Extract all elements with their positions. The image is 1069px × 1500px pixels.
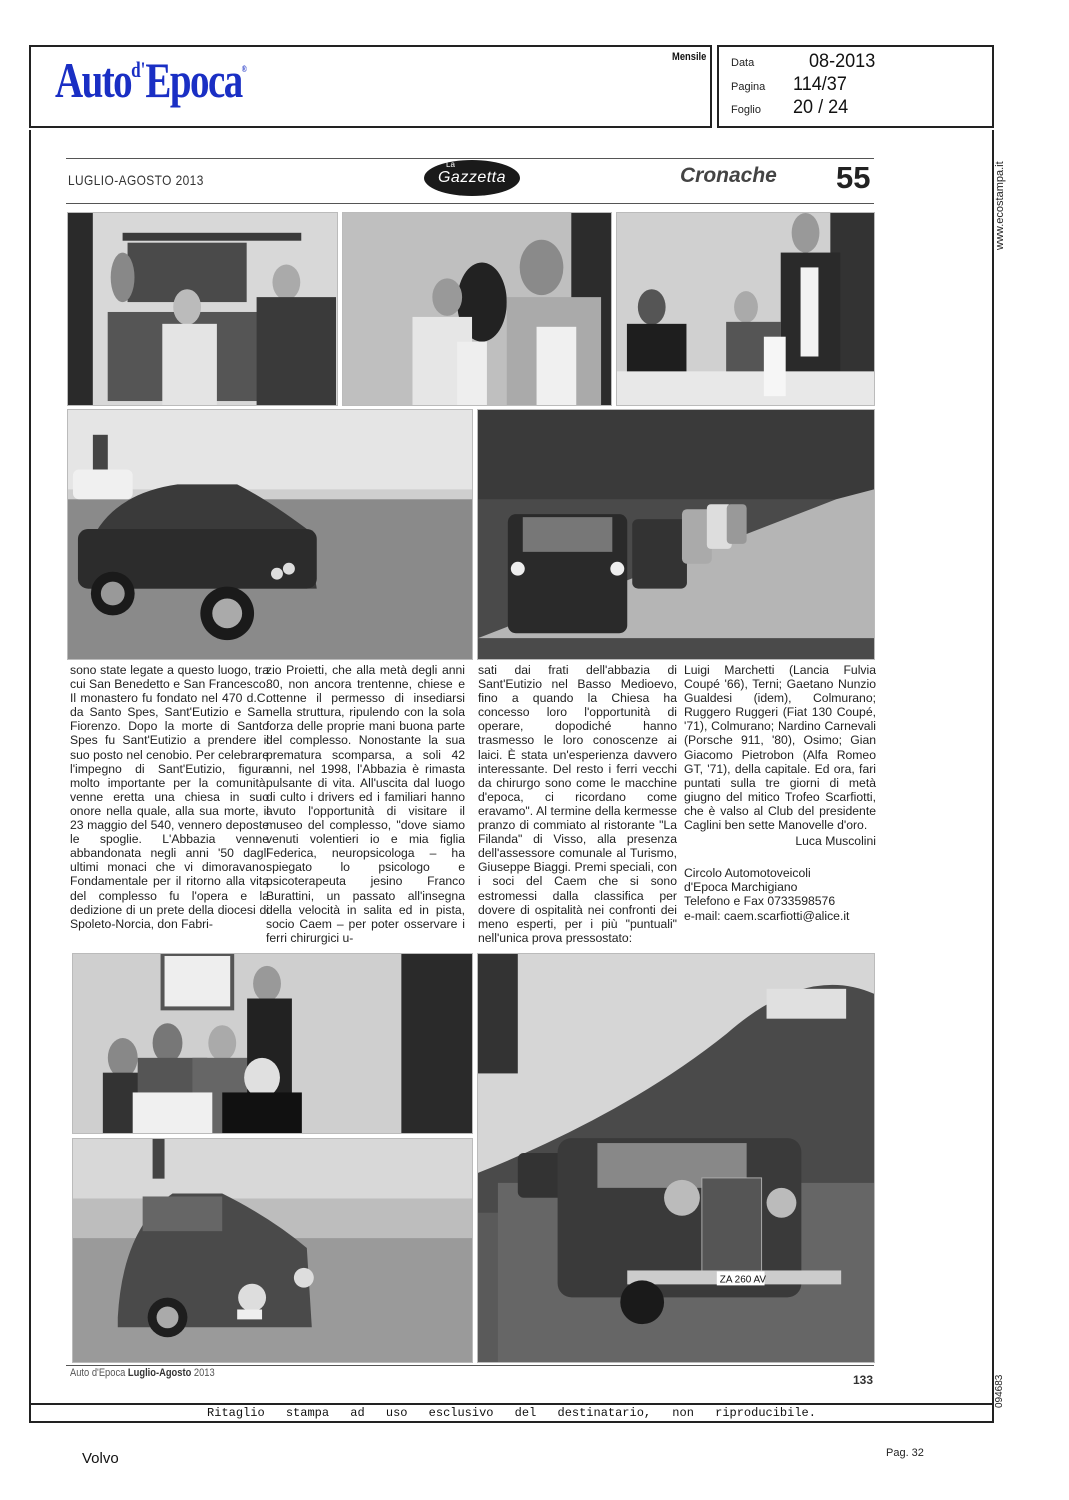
photo-coupe: [72, 1138, 473, 1363]
sheet-page-number: Pag. 32: [886, 1447, 924, 1459]
badge-small-text: La: [446, 160, 455, 169]
contact-org-line1: Circolo Automotoveicoli: [684, 866, 811, 881]
contact-block: [684, 866, 876, 922]
photo-table-award: [616, 212, 875, 406]
column-4-text: Luigi Marchetti (Lancia Fulvia Coupé '66), Terni; Gaetano Nunzio Gualdesi (idem), Colmurano; Ruggero Ruggeri (Fiat 130 Coupé, '71), Colmurano; Nardino Carnevali (Porsche 911, '80), Osimo; Gian Giacomo Pietrobon (Alfa Romeo GT, '71), della capitale. Ed ora, fari puntati sulla tre giorni di metà giugno del mitico Trofeo Scarfiotti, che è valso al Club del presidente Caglini ben sette Manovelle d'oro.: [684, 663, 876, 833]
article-column-1: [70, 663, 269, 931]
magazine-footer-page: 133: [853, 1373, 874, 1387]
badge-main-text: Gazzetta: [437, 169, 507, 186]
side-code-text: 094683: [994, 1374, 1005, 1408]
photo-mercedes: [477, 953, 875, 1363]
section-title: Cronache: [680, 164, 777, 187]
license-plate-text: ZA 260 AV: [719, 1274, 767, 1286]
meta-label-pagina: Pagina: [731, 81, 766, 93]
meta-value-pagina: 114/37: [793, 74, 847, 95]
column-3-text: sati dai frati dell'abbazia di Sant'Eutizio nel Basso Medioevo, fino a quando la Chiesa ha concesso loro l'opportunità di operare, dopodiché hanno trasmesso le loro conoscenze ai laici. È stata un'esperienza davvero interessante. Del resto i ferri vecchi da chirurgo sono come le macchine d'epoca, ci ricordano come eravamo". Al termine della kermesse pranzo di commiato al ristorante "La Filanda" di Visso, alla presenza dell'assessore comunale al Turismo, Giuseppe Biaggi. Premi speciali, con i soci del Caem che si sono estromessi dalla classifica per dovere di ospitalità nei confronti dei meno esperti, per i più "puntuali" nell'unica prova pressostato:: [478, 663, 677, 945]
issue-date: LUGLIO-AGOSTO 2013: [68, 172, 204, 188]
client-name: Volvo: [82, 1450, 119, 1467]
footer-brand: Auto d'Epoca: [70, 1367, 126, 1379]
masthead-box: [29, 45, 712, 128]
gazzetta-badge: [424, 160, 520, 196]
header-rule-bottom: [66, 203, 874, 204]
magazine-footer-rule: [66, 1365, 874, 1366]
frequency-label: Mensile: [671, 51, 706, 63]
footer-divider: [29, 1403, 994, 1405]
meta-value-data: 08-2013: [809, 51, 876, 72]
photo-trophy-bar: [67, 212, 338, 406]
publication-logo: Auto$^{d'}$Epoca®: [55, 52, 246, 108]
photo-gift-box: [342, 212, 612, 406]
photo-alfa-sedan: [67, 409, 473, 660]
contact-phone: Telefono e Fax 0733598576: [684, 894, 836, 909]
column-2-text: zio Proietti, che alla metà degli anni 80, non ancora trentenne, chiese e ottenne il permesso di insediarsi nella struttura, ripulendo con la sola forza delle proprie mani buona parte del complesso. Nonostante la sua prematura scomparsa, a soli 42 anni, nel 1998, l'Abbazia è rimasta pulsante di vita. All'uscita dal luogo di culto i drivers ed i familiari hanno avuto l'opportunità di visitare il museo del complesso, "dove siamo venuti volentieri io e mia figlia Federica, neuropsicologa – ha spiegato lo psicologo e psicoterapeuta jesino Franco Burattini, un passato all'insegna della velocità in salita ed in pista, socio Caem – per poter osservare i ferri chirurgici u-: [266, 663, 465, 945]
clipping-meta-box: [717, 45, 994, 128]
meta-value-foglio: 20 / 24: [793, 97, 849, 118]
article-column-4: [684, 663, 876, 923]
article-column-2: [266, 663, 465, 945]
magazine-footer: [70, 1367, 215, 1379]
photo-car-convoy: [477, 409, 875, 660]
header-rule-top: [66, 158, 874, 159]
side-url-text: www.ecostampa.it: [994, 161, 1006, 250]
meta-label-foglio: Foglio: [731, 104, 761, 116]
magazine-page-number: 55: [836, 160, 871, 195]
footer-year: 2013: [193, 1367, 215, 1379]
contact-email: e-mail: caem.scarfiotti@alice.it: [684, 908, 850, 923]
author-signature: Luca Muscolini: [795, 834, 876, 849]
footer-issue: Luglio-Agosto: [127, 1367, 192, 1379]
side-code: [994, 1350, 1014, 1410]
article-column-3: [478, 663, 677, 945]
meta-label-data: Data: [731, 57, 755, 69]
contact-org-line2: d'Epoca Marchigiano: [684, 880, 798, 895]
side-url: [994, 150, 1014, 250]
column-1-text: sono state legate a questo luogo, tra cui San Benedetto e San Francesco. Il monastero fu fondato nel 470 d.C. da Santo Spes, Sant'Eutizio e San Fiorenzo. Dopo la morte di Santo Spes fu Sant'Eutizio a prendere il suo posto nel cenobio. Per celebrare l'impegno di Sant'Eutizio, figura molto importante per la comunità, venne eretta una chiesa in suo onore nella quale, alla sua morte, il 23 maggio del 540, vennero deposte le spoglie. L'Abbazia venne abbandonata negli anni '50 dagli ultimi monaci che vi dimoravano. Fondamentale per il ritorno alla vita del complesso fu l'opera e la dedizione di un prete della diocesi di Spoleto-Norcia, don Fabri-: [70, 663, 269, 931]
disclaimer-text: Ritaglio stampa ad uso esclusivo del destinatario, non riproducibile.: [207, 1406, 816, 1420]
photo-dinner-group: [72, 953, 473, 1134]
